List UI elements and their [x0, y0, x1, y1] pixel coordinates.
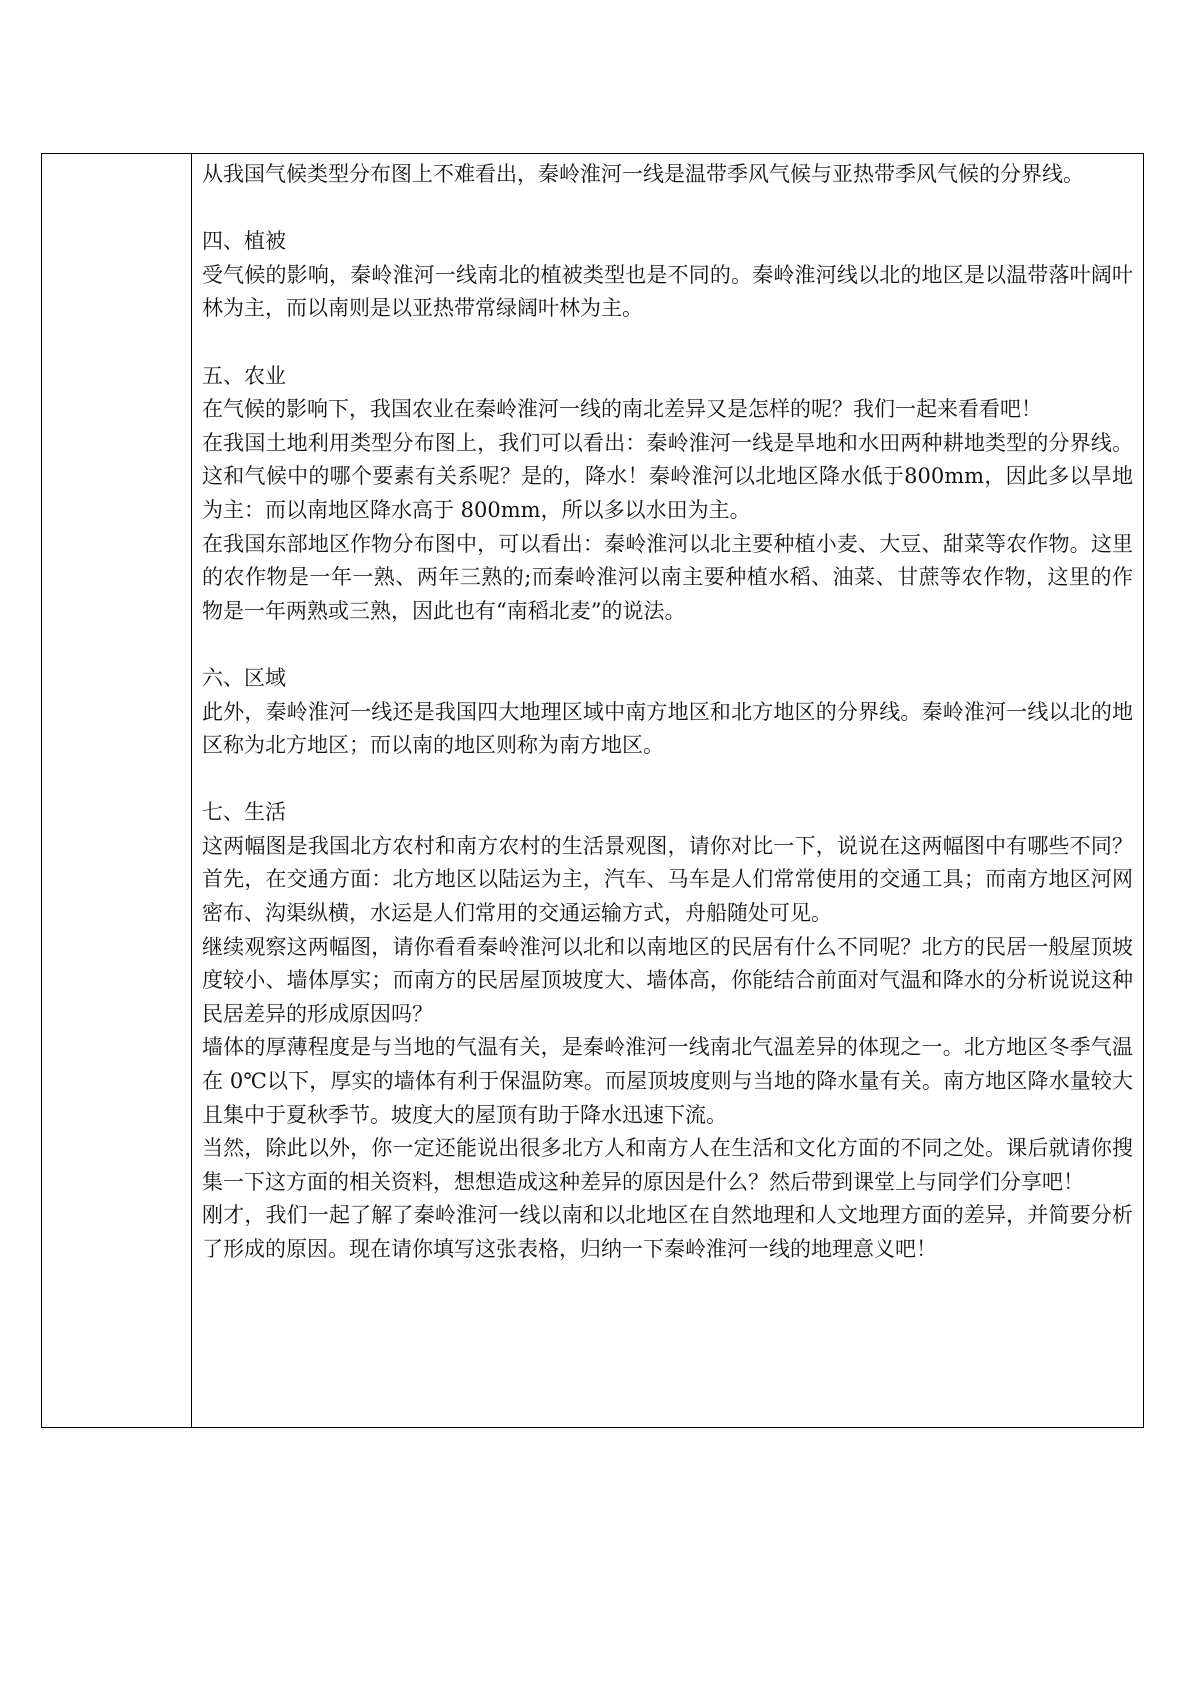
paragraph: 这两幅图是我国北方农村和南方农村的生活景观图，请你对比一下，说说在这两幅图中有哪些不同？首先，在交通方面：北方地区以陆运为主，汽车、马车是人们常常使用的交通工具；而南方地区河网密布、沟渠纵横，水运是人们常用的交通运输方式，舟船随处可见。: [202, 833, 1133, 926]
paragraph: 在气候的影响下，我国农业在秦岭淮河一线的南北差异又是怎样的呢？我们一起来看看吧！: [202, 397, 1042, 422]
blank-line: [202, 763, 1133, 797]
paragraph: 受气候的影响，秦岭淮河一线南北的植被类型也是不同的。秦岭淮河线以北的地区是以温带落叶阔叶林为主，而以南则是以亚热带常绿阔叶林为主。: [202, 262, 1133, 321]
content-table: [41, 153, 1144, 1428]
paragraph: 在我国土地利用类型分布图上，我们可以看出：秦岭淮河一线是旱地和水田两种耕地类型的分界线。这和气候中的哪个要素有关系呢？是的，降水！秦岭淮河以北地区降水低于800mm，因此多以旱地为主：而以南地区降水高于 800mm，所以多以水田为主。: [202, 430, 1133, 522]
paragraph: 此外，秦岭淮河一线还是我国四大地理区域中南方地区和北方地区的分界线。秦岭淮河一线以北的地区称为北方地区；而以南的地区则称为南方地区。: [202, 699, 1133, 758]
paragraph: 继续观察这两幅图，请你看看秦岭淮河以北和以南地区的民居有什么不同呢？北方的民居一般屋顶坡度较小、墙体厚实；而南方的民居屋顶坡度大、墙体高，你能结合前面对气温和降水的分析说说这种民居差异的形成原因吗？: [202, 934, 1133, 1026]
paragraph: 刚才，我们一起了解了秦岭淮河一线以南和以北地区在自然地理和人文地理方面的差异，并简要分析了形成的原因。现在请你填写这张表格，归纳一下秦岭淮河一线的地理意义吧！: [202, 1203, 1133, 1261]
table-content-cell: [192, 154, 1143, 1427]
paragraph: 五、农业: [202, 363, 286, 388]
paragraph: 从我国气候类型分布图上不难看出，秦岭淮河一线是温带季风气候与亚热带季风气候的分界线。: [202, 162, 1084, 186]
blank-line: [202, 326, 1133, 360]
paragraph: 六、区域: [202, 665, 286, 690]
paragraph: 墙体的厚薄程度是与当地的气温有关，是秦岭淮河一线南北气温差异的体现之一。北方地区冬季气温在 0℃以下，厚实的墙体有利于保温防寒。而屋顶坡度则与当地的降水量有关。南方地区降水量较大且集中于夏秋季节。坡度大的屋顶有助于降水迅速下流。: [202, 1035, 1133, 1127]
blank-line: [202, 628, 1133, 662]
paragraph: 七、生活: [202, 800, 286, 825]
blank-line: [202, 192, 1133, 226]
paragraph: 当然，除此以外，你一定还能说出很多北方人和南方人在生活和文化方面的不同之处。课后就请你搜集一下这方面的相关资料，想想造成这种差异的原因是什么？然后带到课堂上与同学们分享吧！: [202, 1136, 1133, 1194]
paragraph: 在我国东部地区作物分布图中，可以看出：秦岭淮河以北主要种植小麦、大豆、甜菜等农作物。这里的农作物是一年一熟、两年三熟的;而秦岭淮河以南主要种植水稻、油菜、甘蔗等农作物，这里的作物是一年两熟或三熟，因此也有“南稻北麦”的说法。: [202, 531, 1133, 623]
table-left-cell: [42, 154, 192, 1427]
paragraph: 四、植被: [202, 229, 286, 254]
